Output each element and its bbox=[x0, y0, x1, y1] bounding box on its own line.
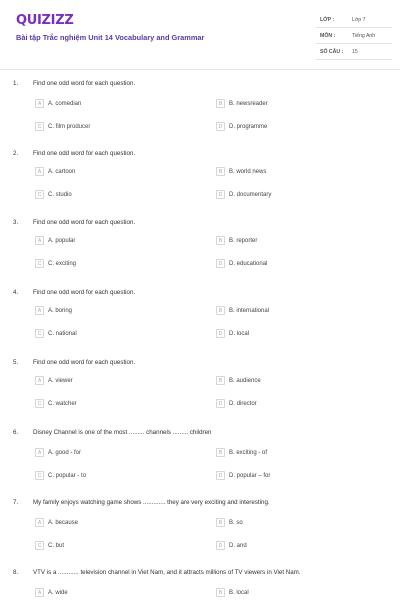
meta-value: Tiếng Anh bbox=[352, 32, 376, 39]
option-b[interactable] bbox=[216, 376, 261, 385]
question-text: Find one odd word for each question. bbox=[33, 219, 136, 226]
option-letter-box: D bbox=[216, 190, 225, 199]
meta-key: MÔN : bbox=[320, 32, 336, 39]
option-text: B. world news bbox=[229, 168, 267, 175]
question-number: 7. bbox=[13, 499, 19, 506]
header-divider bbox=[0, 69, 400, 70]
option-text: B. local bbox=[229, 589, 249, 596]
option-text: D. programme bbox=[229, 123, 268, 130]
option-b[interactable] bbox=[216, 448, 267, 457]
option-d[interactable] bbox=[216, 471, 270, 480]
option-a[interactable] bbox=[35, 167, 75, 176]
question-number: 8. bbox=[13, 569, 19, 576]
option-letter-box: C bbox=[35, 541, 44, 550]
option-text: B. audience bbox=[229, 377, 261, 384]
question-text: Find one odd word for each question. bbox=[33, 289, 136, 296]
option-letter-box: C bbox=[35, 259, 44, 268]
option-letter-box: D bbox=[216, 259, 225, 268]
question-number: 2. bbox=[13, 150, 19, 157]
meta-row-class bbox=[316, 12, 392, 28]
option-text: A. viewer bbox=[48, 377, 73, 384]
option-letter-box: B bbox=[216, 99, 225, 108]
option-text: A. because bbox=[48, 519, 79, 526]
option-text: D. educational bbox=[229, 260, 268, 267]
option-c[interactable] bbox=[35, 399, 77, 408]
option-letter-box: B bbox=[216, 588, 225, 597]
option-c[interactable] bbox=[35, 541, 64, 550]
option-text: C. national bbox=[48, 330, 77, 337]
meta-key: SỐ CÂU : bbox=[320, 48, 344, 55]
option-c[interactable] bbox=[35, 190, 72, 199]
option-text: C. watcher bbox=[48, 400, 77, 407]
option-letter-box: A bbox=[35, 518, 44, 527]
option-text: A. wide bbox=[48, 589, 68, 596]
option-letter-box: B bbox=[216, 167, 225, 176]
question-number: 1. bbox=[13, 80, 19, 87]
option-letter-box: D bbox=[216, 399, 225, 408]
option-letter-box: D bbox=[216, 471, 225, 480]
option-letter-box: C bbox=[35, 190, 44, 199]
option-text: B. international bbox=[229, 307, 270, 314]
question-text: VTV is a ............ television channel in Viet Nam, and it attracts millions of TV viewers in Viet Nam. bbox=[33, 569, 301, 576]
option-letter-box: D bbox=[216, 329, 225, 338]
option-c[interactable] bbox=[35, 329, 77, 338]
option-text: D. director bbox=[229, 400, 257, 407]
quizizz-logo: QUIZIZZ bbox=[16, 13, 74, 28]
option-a[interactable] bbox=[35, 518, 78, 527]
worksheet-meta bbox=[316, 12, 392, 60]
option-b[interactable] bbox=[216, 167, 266, 176]
option-b[interactable] bbox=[216, 588, 249, 597]
option-c[interactable] bbox=[35, 259, 76, 268]
option-c[interactable] bbox=[35, 471, 86, 480]
option-letter-box: B bbox=[216, 448, 225, 457]
option-text: C. exciting bbox=[48, 260, 77, 267]
option-letter-box: D bbox=[216, 122, 225, 131]
option-letter-box: C bbox=[35, 399, 44, 408]
option-d[interactable] bbox=[216, 399, 257, 408]
option-text: D. local bbox=[229, 330, 250, 337]
option-text: C. popular - to bbox=[48, 472, 87, 479]
option-d[interactable] bbox=[216, 190, 271, 199]
option-letter-box: C bbox=[35, 329, 44, 338]
question-text: Find one odd word for each question. bbox=[33, 359, 136, 366]
meta-row-subject bbox=[316, 28, 392, 44]
option-d[interactable] bbox=[216, 259, 267, 268]
meta-key: LỚP : bbox=[320, 16, 335, 23]
option-text: A. cartoon bbox=[48, 168, 76, 175]
option-letter-box: A bbox=[35, 99, 44, 108]
option-text: D. documentary bbox=[229, 191, 272, 198]
option-a[interactable] bbox=[35, 448, 81, 457]
option-letter-box: B bbox=[216, 518, 225, 527]
question-number: 4. bbox=[13, 289, 19, 296]
option-b[interactable] bbox=[216, 236, 257, 245]
option-text: A. boring bbox=[48, 307, 73, 314]
option-a[interactable] bbox=[35, 99, 81, 108]
option-text: A. popular bbox=[48, 237, 76, 244]
option-d[interactable] bbox=[216, 122, 267, 131]
option-b[interactable] bbox=[216, 99, 268, 108]
question-number: 5. bbox=[13, 359, 19, 366]
option-text: B. exciting - of bbox=[229, 449, 268, 456]
option-text: A. good - for bbox=[48, 449, 82, 456]
option-letter-box: A bbox=[35, 448, 44, 457]
question-number: 3. bbox=[13, 219, 19, 226]
meta-value: Lớp 7 bbox=[352, 16, 366, 23]
option-text: B. reporter bbox=[229, 237, 258, 244]
option-a[interactable] bbox=[35, 306, 72, 315]
option-b[interactable] bbox=[216, 306, 269, 315]
option-letter-box: A bbox=[35, 376, 44, 385]
option-a[interactable] bbox=[35, 376, 73, 385]
option-text: A. comedian bbox=[48, 100, 82, 107]
worksheet-title: Bài tập Trắc nghiệm Unit 14 Vocabulary and Grammar bbox=[16, 33, 205, 42]
meta-row-question-count bbox=[316, 44, 392, 60]
option-b[interactable] bbox=[216, 518, 243, 527]
option-c[interactable] bbox=[35, 122, 90, 131]
option-letter-box: C bbox=[35, 122, 44, 131]
option-d[interactable] bbox=[216, 541, 247, 550]
worksheet-header bbox=[0, 0, 400, 70]
question-text: My family enjoys watching game shows ............. they are very exciting and interesting. bbox=[33, 499, 270, 506]
option-a[interactable] bbox=[35, 588, 68, 597]
option-text: C. studio bbox=[48, 191, 72, 198]
option-text: B. so bbox=[229, 519, 243, 526]
option-letter-box: D bbox=[216, 541, 225, 550]
option-text: C. film producer bbox=[48, 123, 91, 130]
option-letter-box: A bbox=[35, 236, 44, 245]
option-text: B. newsreader bbox=[229, 100, 268, 107]
option-text: D. popular – for bbox=[229, 472, 271, 479]
meta-value: 15 bbox=[352, 48, 358, 55]
question-number: 6. bbox=[13, 429, 19, 436]
question-text: Find one odd word for each question. bbox=[33, 80, 136, 87]
option-letter-box: B bbox=[216, 376, 225, 385]
option-letter-box: A bbox=[35, 167, 44, 176]
option-letter-box: B bbox=[216, 236, 225, 245]
option-d[interactable] bbox=[216, 329, 249, 338]
question-text: Find one odd word for each question. bbox=[33, 150, 136, 157]
option-letter-box: A bbox=[35, 306, 44, 315]
question-text: Disney Channel is one of the most ......... channels ......... children bbox=[33, 429, 212, 436]
option-text: C. but bbox=[48, 542, 65, 549]
option-letter-box: C bbox=[35, 471, 44, 480]
option-text: D. and bbox=[229, 542, 247, 549]
option-letter-box: A bbox=[35, 588, 44, 597]
option-a[interactable] bbox=[35, 236, 75, 245]
option-letter-box: B bbox=[216, 306, 225, 315]
